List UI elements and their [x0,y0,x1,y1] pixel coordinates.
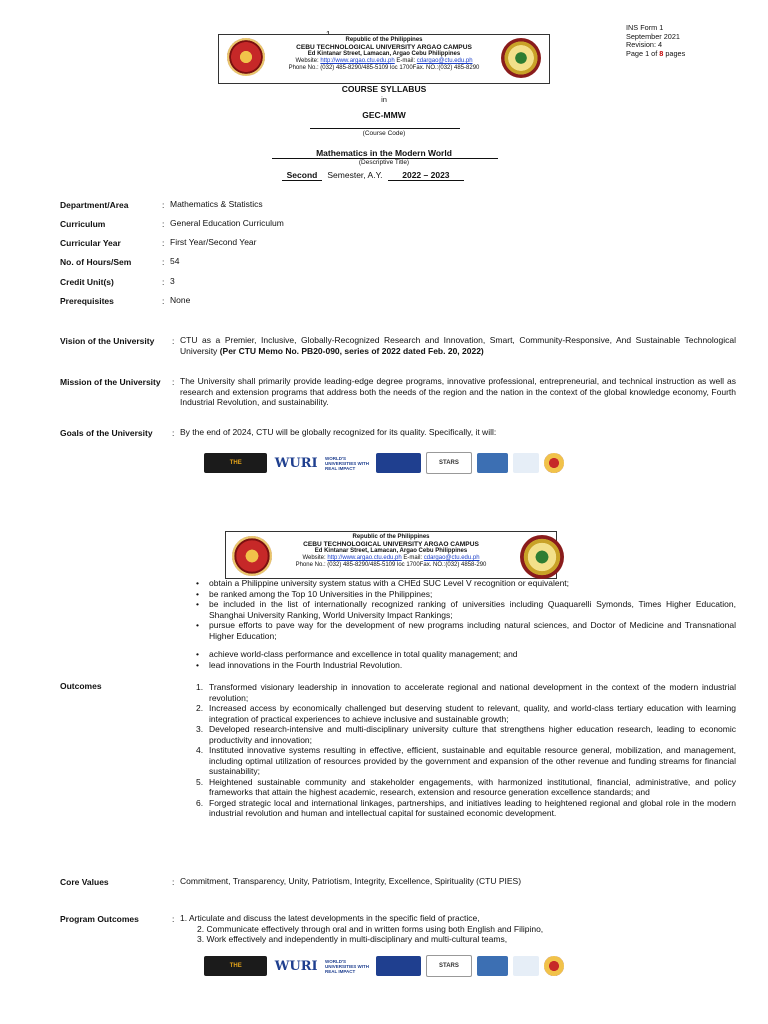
detail-label: No. of Hours/Sem [60,257,132,267]
vision-memo: (Per CTU Memo No. PB20-090, series of 2022 dated Feb. 20, 2022) [219,345,484,356]
course-code-label: (Course Code) [362,130,406,137]
letterhead-address: Ed Kintanar Street, Lamacan, Argao Cebu Philippines [314,548,468,554]
email-link[interactable]: cdargao@ctu.edu.ph [423,555,480,561]
letterhead-republic: Republic of the Philippines [345,37,423,43]
descriptive-title: Mathematics in the Modern World [316,148,452,158]
detail-value: 3 [170,276,175,286]
list-item: 1. Articulate and discuss the latest developments in the specific field of practice, [180,913,480,923]
letterhead-second [225,531,557,579]
letterhead-phone: Phone No.: (032) 485-8290/485-5109 loc 1700Fax. NO.:(032) 4858-290 [295,562,487,568]
form-page-count: Page 1 of 8 pages [626,48,686,58]
ranking-badge-icon [376,453,422,473]
list-item: 3. Developed research-intensive and multi-disciplinary university culture that strengthens higher education research, leading to economic productivity and innovation; [196,724,736,745]
goals-text: By the end of 2024, CTU will be globally recognized for its quality. Specifically, it will: [180,427,497,437]
wuri-subtitle: WORLD'S UNIVERSITIES WITH REAL IMPACT [324,455,369,471]
list-item: • be included in the list of internationally recognized ranking of universities including Quaquarelli Symonds, Times Higher Education, Shanghai University Ranking, World University Impact Rankings; [196,599,736,620]
descriptive-title-label: (Descriptive Title) [358,159,410,166]
form-info [626,24,685,58]
syllabus-title: COURSE SYLLABUS [341,84,427,94]
accreditation-logo-icon [513,956,539,976]
detail-value: Mathematics & Statistics [170,199,263,209]
list-item: • lead innovations in the Fourth Industrial Revolution. [196,660,736,671]
certification-logo-icon [477,453,509,473]
detail-label: Credit Unit(s) [60,277,114,287]
program-outcomes-label: Program Outcomes [60,914,139,924]
detail-value: 54 [170,256,180,266]
letterhead-phone: Phone No.: (032) 485-8290/485-5109 loc 1700Fax. NO.:(032) 485-8290 [288,65,480,71]
vision-label: Vision of the University [60,336,155,346]
outcomes-list [192,682,736,819]
core-values-text: Commitment, Transparency, Unity, Patriotism, Integrity, Excellence, Spirituality (CTU PIES) [180,876,522,886]
stars-logo: STARS [426,452,472,474]
goals-list [196,578,736,641]
list-item: 4. Instituted innovative systems resulting in effective, efficient, sustainable and equitable resource general, mobilization, and management, including optimal utilization of resources provided by the government and expansion of the other revenue and funding streams for financial sustainability; [196,745,736,776]
list-item: • be ranked among the Top 10 Universities in the Philippines; [196,589,736,600]
mission-text: The University shall primarily provide leading-edge degree programs, innovative professional, entrepreneurial, and technical instruction as well as research and extension programs that address both the needs of the region and the nation in the context of the global knowledge economy, Fourth Industrial Revolution, and sustainability. [180,376,736,407]
letterhead-university: CEBU TECHNOLOGICAL UNIVERSITY ARGAO CAMPUS [303,541,479,548]
stars-logo: STARS [426,955,472,977]
course-code-rule [310,128,460,129]
letterhead-contacts: Website: http://www.argao.ctu.edu.ph E-mail: cdargao@ctu.edu.ph [295,58,473,64]
the-logo: THE [204,956,267,976]
detail-value: First Year/Second Year [170,237,257,247]
list-item: 5. Heightened sustainable community and stakeholder engagements, with harmonized institutional, financial, administrative, and policy frameworks that attain the highest academic, research, extension and resource generation excellence standards; and [196,776,736,797]
form-revision: Revision: 4 [626,40,663,50]
detail-label: Curriculum [60,219,106,229]
program-outcomes-list [180,913,736,945]
form-date: September 2021 [626,31,680,41]
website-link[interactable]: http://www.argao.ctu.edu.ph [327,555,402,561]
detail-value: None [170,295,191,305]
list-item: • obtain a Philippine university system status with a CHEd SUC Level V recognition or equivalent; [196,578,736,589]
detail-value: General Education Curriculum [170,218,284,228]
rankings-logo-strip [204,953,564,979]
core-values-label: Core Values [60,877,109,887]
seal-logo-icon [544,956,564,976]
rankings-logo-strip [204,450,564,476]
detail-label: Prerequisites [60,296,114,306]
list-item: 2. Communicate effectively through oral and in written forms using both English and Filipino, [197,923,544,934]
list-item: 3. Work effectively and independently in multi-disciplinary and multi-cultural teams, [197,934,508,944]
semester-label: Semester, A.Y. [327,170,383,180]
list-item: 6. Forged strategic local and international linkages, partnerships, and initiatives leading to heightened regional and global role in the modern industrial revolution and human and intellectual capital for sustained economic development. [196,797,736,818]
goals-list [196,649,736,670]
website-link[interactable]: http://www.argao.ctu.edu.ph [320,58,395,64]
wuri-logo: WURI [274,958,318,974]
form-number: INS Form 1 [626,23,664,32]
email-link[interactable]: cdargao@ctu.edu.ph [416,58,473,64]
mission-label: Mission of the University [60,377,161,387]
wuri-subtitle: WORLD'S UNIVERSITIES WITH REAL IMPACT [324,958,369,974]
list-item: 1. Transformed visionary leadership in innovation to accelerate regional and national development in the context of the modern industrial revolution; [196,682,736,703]
academic-year: 2022 – 2023 [388,170,464,181]
syllabus-in: in [381,95,387,104]
seal-logo-icon [544,453,564,473]
letterhead-contacts: Website: http://www.argao.ctu.edu.ph E-mail: cdargao@ctu.edu.ph [302,555,480,561]
letterhead-republic: Republic of the Philippines [352,534,430,540]
semester-value: Second [282,170,322,181]
letterhead-university: CEBU TECHNOLOGICAL UNIVERSITY ARGAO CAMPUS [296,44,472,51]
wuri-logo: WURI [274,455,318,471]
goals-label: Goals of the University [60,428,153,438]
list-item: • achieve world-class performance and excellence in total quality management; and [196,649,736,660]
letterhead-address: Ed Kintanar Street, Lamacan, Argao Cebu Philippines [307,51,461,57]
list-item: • pursue efforts to pave way for the development of new programs including natural sciences, and Doctor of Medicine and Transnational Higher Education; [196,620,736,641]
semester-row [282,170,464,181]
outcomes-label: Outcomes [60,681,102,691]
letterhead-top [218,34,550,84]
course-code: GEC-MMW [362,110,406,120]
the-logo: THE [204,453,267,473]
vision-text: CTU as a Premier, Inclusive, Globally-Recognized Research and Innovation, Smart, Community-Responsive, And Sustainable Technological University (Per CTU Memo No. PB20-090, series of 2022 dated Feb. 20, 2022) [180,335,736,356]
detail-label: Department/Area [60,200,129,210]
certification-logo-icon [477,956,509,976]
list-item: 2. Increased access by economically challenged but deserving student to relevant, quality, and world-class tertiary education with learning integration of practical experiences to achieve inclusive and sustainable growth; [196,703,736,724]
detail-label: Curricular Year [60,238,121,248]
accreditation-logo-icon [513,453,539,473]
ranking-badge-icon [376,956,422,976]
